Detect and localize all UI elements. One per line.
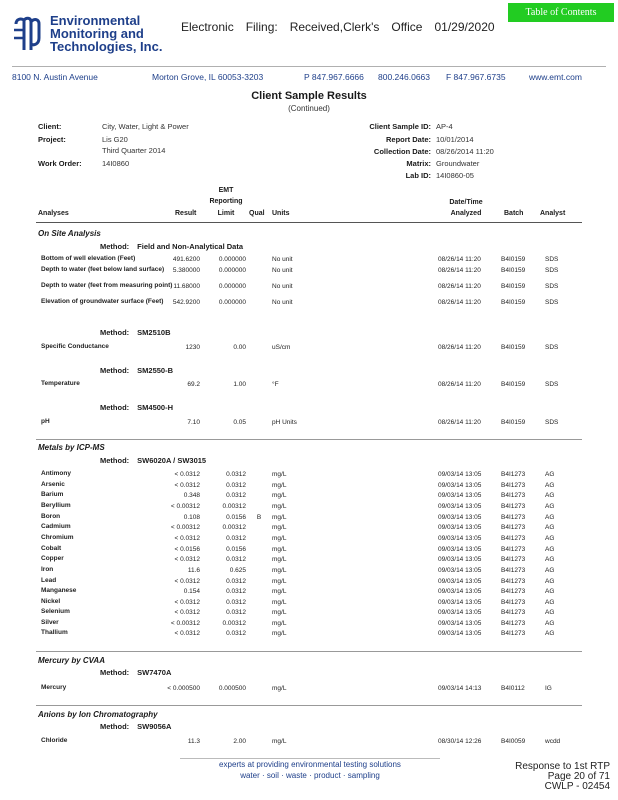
analyst-initials: AG	[545, 630, 555, 637]
reporting-limit: 0.0312	[226, 471, 246, 478]
batch-id: B4I0059	[501, 738, 526, 745]
table-row	[0, 685, 618, 695]
address-fax: F 847.967.6735	[446, 72, 506, 82]
analyzed-datetime: 09/03/14 13:05	[438, 620, 482, 627]
analyzed-datetime: 09/03/14 13:05	[438, 492, 482, 499]
method-value: SM2550-B	[137, 366, 174, 375]
analyte-name: Chromium	[41, 534, 74, 541]
analyzed-datetime: 09/03/14 13:05	[438, 578, 482, 585]
analyte-name: Beryllium	[41, 502, 71, 509]
batch-id: B4I1273	[501, 471, 526, 478]
report-date-value: 10/01/2014	[436, 135, 474, 144]
units: pH Units	[272, 419, 297, 426]
project-value: Lis G20	[102, 135, 128, 144]
reporting-limit: 0.000000	[218, 283, 246, 290]
analyzed-datetime: 09/03/14 13:05	[438, 471, 482, 478]
reporting-limit: 0.0312	[226, 556, 246, 563]
units: mg/L	[272, 514, 287, 521]
analyst-initials: AG	[545, 588, 555, 595]
units: mg/L	[272, 471, 287, 478]
batch-id: B4I1273	[501, 503, 526, 510]
lab-id-value: 14I0860-05	[436, 171, 474, 180]
batch-id: B4I1273	[501, 578, 526, 585]
result-value: 11.3	[187, 738, 200, 745]
table-row	[0, 267, 618, 277]
method-prefix: Method:	[100, 242, 130, 251]
analyzed-datetime: 09/03/14 13:05	[438, 535, 482, 542]
analyst-initials: SDS	[545, 283, 559, 290]
address-website[interactable]: www.emt.com	[529, 72, 582, 82]
collection-date-value: 08/26/2014 11:20	[436, 147, 494, 156]
units: mg/L	[272, 535, 287, 542]
table-row	[0, 419, 618, 429]
analyzed-datetime: 09/03/14 14:13	[438, 685, 482, 692]
table-row	[0, 344, 618, 354]
table-row	[0, 578, 618, 588]
reporting-limit: 0.0312	[226, 578, 246, 585]
col-analyses: Analyses	[38, 210, 69, 217]
analyzed-datetime: 08/26/14 11:20	[438, 267, 481, 274]
table-row	[0, 567, 618, 577]
col-batch: Batch	[504, 210, 524, 217]
table-row	[0, 471, 618, 481]
table-row	[0, 482, 618, 492]
analyzed-datetime: 09/03/14 13:05	[438, 482, 482, 489]
batch-id: B4I1273	[501, 514, 526, 521]
analyte-name: Bottom of well elevation (Feet)	[41, 255, 136, 262]
footer-divider	[180, 758, 440, 759]
analyte-name: Barium	[41, 491, 64, 498]
analyte-name: Specific Conductance	[41, 343, 109, 350]
method-value: SM4500-H	[137, 403, 174, 412]
table-row	[0, 503, 618, 513]
batch-id: B4I1273	[501, 609, 526, 616]
table-row	[0, 556, 618, 566]
result-value: < 0.0312	[174, 599, 200, 606]
company-name-line2: Monitoring and	[50, 26, 144, 41]
analyzed-datetime: 09/03/14 13:05	[438, 556, 482, 563]
units: mg/L	[272, 546, 287, 553]
batch-id: B4I0159	[501, 283, 526, 290]
section-title: Mercury by CVAA	[38, 656, 105, 665]
header-rule	[36, 222, 582, 223]
method-label	[100, 366, 173, 375]
analyst-initials: SDS	[545, 344, 559, 351]
address-tollfree: 800.246.0663	[378, 72, 430, 82]
result-value: < 0.0312	[174, 556, 200, 563]
analyst-initials: AG	[545, 609, 555, 616]
analyte-name: Temperature	[41, 380, 80, 387]
units: mg/L	[272, 685, 287, 692]
result-value: 7.10	[187, 419, 200, 426]
result-value: 0.348	[183, 492, 200, 499]
analyzed-datetime: 09/03/14 13:05	[438, 514, 482, 521]
method-label	[100, 668, 171, 677]
section-divider	[36, 705, 582, 706]
method-prefix: Method:	[100, 456, 130, 465]
col-limit: Limit	[217, 210, 235, 217]
units: mg/L	[272, 609, 287, 616]
batch-id: B4I0159	[501, 419, 526, 426]
analyst-initials: SDS	[545, 381, 559, 388]
result-value: 0.108	[183, 514, 200, 521]
analyst-initials: SDS	[545, 267, 559, 274]
result-value: < 0.0312	[174, 482, 200, 489]
table-row	[0, 256, 618, 266]
table-row	[0, 599, 618, 609]
batch-id: B4I1273	[501, 599, 526, 606]
units: uS/cm	[272, 344, 291, 351]
method-prefix: Method:	[100, 722, 130, 731]
result-value: < 0.0312	[174, 471, 200, 478]
reporting-limit: 0.0312	[226, 609, 246, 616]
analyte-name: Manganese	[41, 587, 77, 594]
result-value: 0.154	[183, 588, 200, 595]
project-value-2: Third Quarter 2014	[102, 146, 166, 155]
result-value: 11.6	[187, 567, 200, 574]
footer-tagline: experts at providing environmental testing solutions	[219, 760, 401, 769]
batch-id: B4I1273	[501, 546, 526, 553]
reporting-limit: 0.05	[233, 419, 246, 426]
company-name-line1: Environmental	[50, 13, 141, 28]
report-date-label: Report Date:	[385, 135, 431, 144]
reporting-limit: 0.0312	[226, 535, 246, 542]
analyzed-datetime: 08/26/14 11:20	[438, 299, 481, 306]
analyzed-datetime: 08/30/14 12:26	[438, 738, 482, 745]
reporting-limit: 0.0156	[226, 514, 246, 521]
filing-word: Received,Clerk's	[289, 20, 380, 34]
units: mg/L	[272, 599, 287, 606]
page-title: Client Sample Results	[251, 90, 367, 102]
result-value: 1230	[185, 344, 200, 351]
table-row	[0, 738, 618, 748]
matrix-label: Matrix:	[406, 159, 431, 168]
batch-id: B4I0159	[501, 267, 526, 274]
reporting-limit: 0.000000	[218, 267, 246, 274]
col-emt: EMT	[218, 187, 234, 194]
reporting-limit: 0.000000	[218, 299, 246, 306]
analyst-initials: wcdd	[545, 738, 561, 745]
client-value: City, Water, Light & Power	[102, 122, 189, 131]
analyte-name: Chloride	[41, 737, 68, 744]
client-label: Client:	[38, 122, 62, 131]
analyst-initials: AG	[545, 546, 555, 553]
section-title: Metals by ICP-MS	[38, 443, 105, 452]
work-order-label: Work Order:	[38, 159, 82, 168]
col-analyst: Analyst	[540, 210, 566, 217]
col-analyzed: Analyzed	[450, 210, 482, 217]
units: mg/L	[272, 524, 287, 531]
table-row	[0, 588, 618, 598]
analyzed-datetime: 09/03/14 13:05	[438, 599, 482, 606]
bates-stamp	[480, 762, 610, 792]
filing-word: 01/29/2020	[434, 20, 495, 34]
table-row	[0, 283, 618, 293]
analyte-name: Iron	[41, 566, 54, 573]
analyzed-datetime: 08/26/14 11:20	[438, 256, 481, 263]
units: No unit	[272, 267, 293, 274]
reporting-limit: 0.0156	[226, 546, 246, 553]
analyst-initials: AG	[545, 578, 555, 585]
analyte-name: Boron	[41, 513, 61, 520]
batch-id: B4I1273	[501, 588, 526, 595]
analyzed-datetime: 09/03/14 13:05	[438, 588, 482, 595]
col-qual: Qual	[249, 210, 265, 217]
col-date-time: Date/Time	[449, 199, 483, 206]
analyst-initials: AG	[545, 482, 555, 489]
analyte-name: Cobalt	[41, 545, 62, 552]
section-title: On Site Analysis	[38, 229, 101, 238]
analyzed-datetime: 08/26/14 11:20	[438, 344, 481, 351]
result-value: < 0.0312	[174, 535, 200, 542]
table-row	[0, 630, 618, 640]
analyst-initials: AG	[545, 524, 555, 531]
analyte-name: Thallium	[41, 629, 68, 636]
analyte-name: Elevation of groundwater surface (Feet)	[41, 298, 164, 305]
analyzed-datetime: 08/26/14 11:20	[438, 381, 481, 388]
filing-word: Filing:	[245, 20, 278, 34]
filing-word: Office	[391, 20, 423, 34]
units: mg/L	[272, 556, 287, 563]
analyst-initials: SDS	[545, 256, 559, 263]
analyst-initials: AG	[545, 620, 555, 627]
method-label	[100, 328, 171, 337]
batch-id: B4I0159	[501, 299, 526, 306]
section-divider	[36, 651, 582, 652]
analyzed-datetime: 09/03/14 13:05	[438, 546, 482, 553]
table-row	[0, 299, 618, 309]
units: mg/L	[272, 503, 287, 510]
analyte-name: Depth to water (feet below land surface)	[41, 266, 165, 273]
analyzed-datetime: 08/26/14 11:20	[438, 283, 481, 290]
result-value: < 0.0312	[174, 609, 200, 616]
reporting-limit: 2.00	[233, 738, 246, 745]
sample-id-label: Client Sample ID:	[369, 122, 431, 131]
method-value: SW6020A / SW3015	[137, 456, 207, 465]
response-label: Response to 1st RTP	[515, 761, 610, 772]
method-value: SM2510B	[137, 328, 171, 337]
reporting-limit: 0.0312	[226, 588, 246, 595]
reporting-limit: 0.625	[229, 567, 246, 574]
method-prefix: Method:	[100, 366, 130, 375]
reporting-limit: 1.00	[233, 381, 246, 388]
result-value: < 0.0312	[174, 578, 200, 585]
analyte-name: Silver	[41, 619, 59, 626]
result-value: 11.68000	[173, 283, 200, 290]
method-label	[100, 722, 171, 731]
batch-id: B4I1273	[501, 567, 526, 574]
analyst-initials: SDS	[545, 299, 559, 306]
reporting-limit: 0.0312	[226, 492, 246, 499]
method-label	[100, 403, 173, 412]
method-label	[100, 242, 243, 251]
result-value: < 0.0156	[174, 546, 200, 553]
matrix-value: Groundwater	[436, 159, 480, 168]
table-row	[0, 514, 618, 524]
units: mg/L	[272, 578, 287, 585]
header-divider	[12, 66, 606, 67]
reporting-limit: 0.000000	[218, 256, 246, 263]
batch-id: B4I0159	[501, 381, 526, 388]
batch-id: B4I1273	[501, 492, 526, 499]
analyte-name: pH	[41, 418, 50, 425]
analyte-name: Copper	[41, 555, 64, 562]
address-phone: P 847.967.6666	[304, 72, 364, 82]
sample-id-value: AP-4	[436, 122, 453, 131]
batch-id: B4I0159	[501, 256, 526, 263]
batch-id: B4I1273	[501, 524, 526, 531]
analyst-initials: AG	[545, 492, 555, 499]
analyte-name: Lead	[41, 577, 57, 584]
result-value: < 0.00312	[170, 503, 200, 510]
bates-number: CWLP - 02454	[544, 781, 610, 792]
analyte-name: Nickel	[41, 598, 61, 605]
collection-date-label: Collection Date:	[373, 147, 431, 156]
batch-id: B4I1273	[501, 482, 526, 489]
analyte-name: Antimony	[41, 470, 71, 477]
table-row	[0, 381, 618, 391]
units: mg/L	[272, 567, 287, 574]
work-order-value: 14I0860	[102, 159, 130, 168]
method-prefix: Method:	[100, 328, 130, 337]
analyst-initials: SDS	[545, 419, 559, 426]
units: mg/L	[272, 630, 287, 637]
table-of-contents-link[interactable]: Table of Contents	[508, 3, 614, 22]
units: °F	[272, 381, 279, 388]
reporting-limit: 0.0312	[226, 630, 246, 637]
result-value: 491.6200	[172, 256, 200, 263]
method-prefix: Method:	[100, 403, 130, 412]
method-value: Field and Non-Analytical Data	[137, 242, 244, 251]
reporting-limit: 0.00	[233, 344, 246, 351]
analyzed-datetime: 08/26/14 11:20	[438, 419, 481, 426]
col-units: Units	[272, 210, 290, 217]
analyzed-datetime: 09/03/14 13:05	[438, 524, 482, 531]
filing-word: Electronic	[181, 20, 234, 34]
method-prefix: Method:	[100, 668, 130, 677]
result-value: < 0.00312	[170, 524, 200, 531]
analyst-initials: AG	[545, 514, 555, 521]
table-row	[0, 609, 618, 619]
analyzed-datetime: 09/03/14 13:05	[438, 630, 482, 637]
units: No unit	[272, 256, 293, 263]
address-city: Morton Grove, IL 60053-3203	[152, 72, 264, 82]
result-value: < 0.000500	[167, 685, 200, 692]
reporting-limit: 0.00312	[222, 503, 246, 510]
page-subtitle: (Continued)	[288, 104, 330, 113]
analyst-initials: AG	[545, 567, 555, 574]
table-row	[0, 535, 618, 545]
footer-services: water · soil · waste · product · sampling	[240, 771, 380, 780]
table-row	[0, 524, 618, 534]
reporting-limit: 0.00312	[222, 524, 246, 531]
section-divider	[36, 439, 582, 440]
analyte-name: Depth to water (feet from measuring point)	[41, 282, 173, 289]
units: mg/L	[272, 482, 287, 489]
analyzed-datetime: 09/03/14 13:05	[438, 567, 482, 574]
analyst-initials: AG	[545, 556, 555, 563]
units: mg/L	[272, 620, 287, 627]
address-street: 8100 N. Austin Avenue	[12, 72, 98, 82]
company-name-line3: Technologies, Inc.	[50, 39, 163, 54]
units: mg/L	[272, 738, 287, 745]
batch-id: B4I0112	[501, 685, 525, 692]
units: No unit	[272, 299, 293, 306]
col-reporting: Reporting	[209, 198, 243, 205]
analyzed-datetime: 09/03/14 13:05	[438, 503, 482, 510]
units: No unit	[272, 283, 293, 290]
result-value: 69.2	[187, 381, 200, 388]
qualifier: B	[256, 514, 262, 521]
reporting-limit: 0.0312	[226, 482, 246, 489]
table-row	[0, 620, 618, 630]
analyst-initials: IG	[545, 685, 552, 692]
reporting-limit: 0.000500	[218, 685, 246, 692]
analyst-initials: AG	[545, 503, 555, 510]
analyst-initials: AG	[545, 535, 555, 542]
table-row	[0, 492, 618, 502]
method-label	[100, 456, 206, 465]
batch-id: B4I1273	[501, 620, 526, 627]
analyzed-datetime: 09/03/14 13:05	[438, 609, 482, 616]
analyte-name: Mercury	[41, 684, 67, 691]
table-row	[0, 546, 618, 556]
lab-id-label: Lab ID:	[405, 171, 431, 180]
batch-id: B4I0159	[501, 344, 526, 351]
method-value: SW9056A	[137, 722, 172, 731]
analyst-initials: AG	[545, 599, 555, 606]
units: mg/L	[272, 588, 287, 595]
analyst-initials: AG	[545, 471, 555, 478]
analyte-name: Arsenic	[41, 481, 65, 488]
batch-id: B4I1273	[501, 630, 526, 637]
col-result: Result	[175, 210, 197, 217]
emt-logo-icon	[12, 16, 42, 54]
reporting-limit: 0.00312	[222, 620, 246, 627]
analyte-name: Cadmium	[41, 523, 71, 530]
project-label: Project:	[38, 135, 66, 144]
page-number: Page 20 of 71	[547, 771, 610, 782]
result-value: < 0.0312	[174, 630, 200, 637]
result-value: < 0.00312	[170, 620, 200, 627]
result-value: 5.380000	[172, 267, 200, 274]
units: mg/L	[272, 492, 287, 499]
batch-id: B4I1273	[501, 556, 526, 563]
filing-stamp	[181, 20, 507, 34]
reporting-limit: 0.0312	[226, 599, 246, 606]
analyte-name: Selenium	[41, 608, 70, 615]
batch-id: B4I1273	[501, 535, 526, 542]
result-value: 542.9200	[172, 299, 200, 306]
method-value: SW7470A	[137, 668, 172, 677]
section-title: Anions by Ion Chromatography	[38, 710, 158, 719]
